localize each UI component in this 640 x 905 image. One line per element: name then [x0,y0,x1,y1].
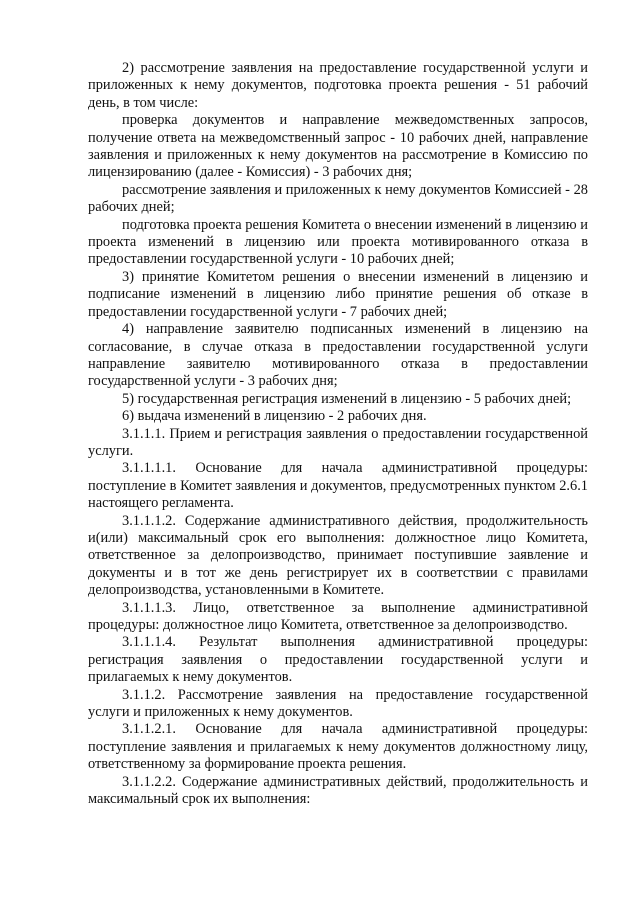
paragraph-stage-5: 5) государственная регистрация изменений в лицензию - 5 рабочих дней; [122,390,572,407]
paragraph-stage-3: 3) принятие Комитетом решения о внесении изменений в лицензию и подписание изменений в лицензию либо принятие решения об отказе в предоставлении государственной услуги - 7 рабочих дней; [88,268,588,320]
paragraph-3-1-1-2-1: 3.1.1.2.1. Основание для начала административной процедуры: поступление заявления и прилагаемых к нему документов должностному лицу, ответственному за формирование проекта решения. [88,721,588,773]
paragraph-stage-6: 6) выдача изменений в лицензию - 2 рабочих дня. [122,408,427,425]
paragraph-stage-4: 4) направление заявителю подписанных изменений в лицензию на согласование, в случае отказа в предоставлении государственной услуги направление заявителю мотивированного отказа в предоставлении государственной услуги - 3 рабочих дня; [88,321,588,390]
paragraph-3-1-1-1-4: 3.1.1.1.4. Результат выполнения административной процедуры: регистрация заявления о предоставлении государственной услуги и прилагаемых к нему документов. [88,634,588,686]
paragraph-3-1-1-1-1: 3.1.1.1.1. Основание для начала административной процедуры: поступление в Комитет заявления и документов, предусмотренных пунктом 2.6.1 настоящего регламента. [88,460,588,512]
paragraph-draft-decision: подготовка проекта решения Комитета о внесении изменений в лицензию и проекта изменений в лицензию или проекта мотивированного отказа в предоставлении государственной услуги - 10 рабочих дней; [88,216,588,268]
paragraph-3-1-1-2-2: 3.1.1.2.2. Содержание административных действий, продолжительность и максимальный срок их выполнения: [88,773,588,808]
paragraph-3-1-1-2: 3.1.1.2. Рассмотрение заявления на предоставление государственной услуги и приложенных к нему документов. [88,686,588,721]
paragraph-3-1-1-1: 3.1.1.1. Прием и регистрация заявления о предоставлении государственной услуги. [88,425,588,459]
paragraph-document-check: проверка документов и направление межведомственных запросов, получение ответа на межведомственный запрос - 10 рабочих дней, направление заявления и приложенных к нему документов на рассмотрение в Комиссию по лицензированию (далее - Комиссия) - 3 рабочих дня; [88,112,588,181]
paragraph-3-1-1-1-3: 3.1.1.1.3. Лицо, ответственное за выполнение административной процедуры: должностное лицо Комитета, ответственное за делопроизводство. [88,599,588,633]
paragraph-stage-2: 2) рассмотрение заявления на предоставление государственной услуги и приложенных к нему документов, подготовка проекта решения - 51 рабочий день, в том числе: [88,60,588,111]
paragraph-commission-review: рассмотрение заявления и приложенных к нему документов Комиссией - 28 рабочих дней; [88,181,588,216]
paragraph-3-1-1-1-2: 3.1.1.1.2. Содержание административного действия, продолжительность и(или) максимальный срок его выполнения: должностное лицо Комитета, ответственное за делопроизводство, принимает поступившие заявление и документы и в тот же день регистрирует их в соответствии с правилами делопроизводства, установленными в Комитете. [88,512,588,599]
document-body [88,60,588,808]
